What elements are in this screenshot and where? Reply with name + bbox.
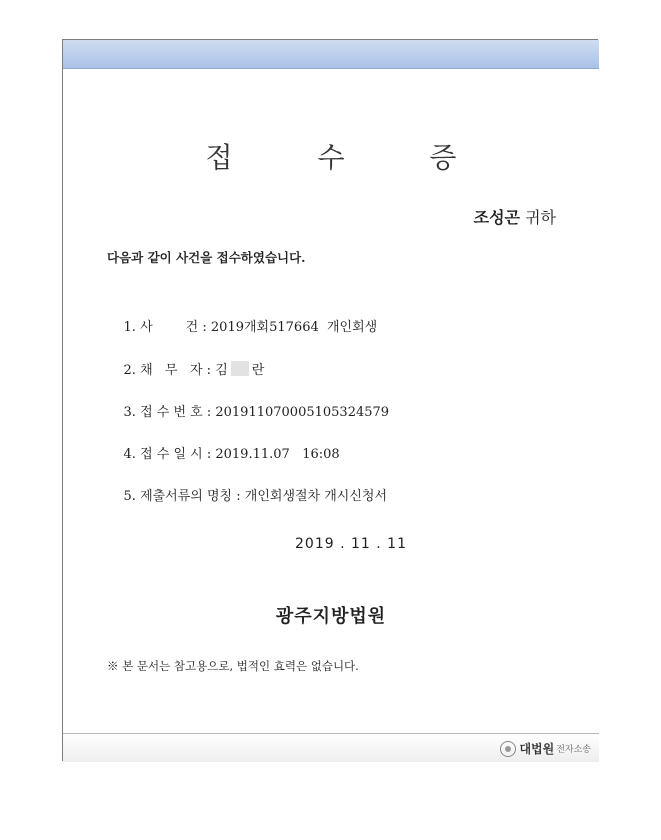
field-receipt-number: 3. 접 수 번 호 : 201911070005105324579: [123, 405, 390, 420]
recipient-name: 조성곤: [473, 208, 520, 227]
field-label: 4. 접 수 일 시: [123, 447, 203, 462]
field-receipt-datetime: 4. 접 수 일 시 : 2019.11.07 16:08: [123, 447, 340, 462]
field-debtor: 2. 채 무 자 : 김 란: [123, 363, 265, 378]
field-label: 5. 제출서류의 명칭: [123, 489, 233, 504]
court-name: 광주지방법원: [275, 606, 387, 627]
document-header-bar: [63, 40, 599, 69]
field-case: 1. 사 건 : 2019개회517664 개인회생: [123, 320, 378, 335]
field-value: 2019개회517664 개인회생: [210, 320, 378, 335]
field-label: 2. 채 무 자: [123, 363, 203, 378]
debtor-name-last: 란: [251, 363, 265, 378]
field-label: 3. 접 수 번 호: [123, 405, 203, 420]
debtor-name-first: 김: [215, 363, 228, 378]
field-value: 2019.11.07 16:08: [215, 447, 340, 462]
field-document-name: 5. 제출서류의 명칭 : 개인회생절차 개시신청서: [123, 489, 388, 504]
brand-strong: 대법원: [519, 742, 555, 756]
intro-text: 다음과 같이 사건을 접수하였습니다.: [107, 250, 306, 265]
document-footer: [63, 733, 599, 762]
field-value: 개인회생절차 개시신청서: [244, 489, 388, 504]
recipient: [474, 205, 556, 228]
issue-date: 2019 . 11 . 11: [295, 536, 407, 552]
supreme-court-logo: [500, 740, 591, 757]
court-seal-icon: [500, 741, 516, 757]
field-label: 1. 사 건: [123, 320, 199, 335]
document-title: 접 수 증: [205, 141, 495, 174]
field-value: 201911070005105324579: [215, 405, 390, 420]
brand-sub: 전자소송: [556, 745, 591, 755]
disclaimer-notice: ※ 본 문서는 참고용으로, 법적인 효력은 없습니다.: [107, 659, 359, 673]
recipient-suffix: 귀하: [525, 208, 556, 227]
receipt-document: [62, 39, 598, 761]
redaction-mask: [231, 361, 249, 376]
